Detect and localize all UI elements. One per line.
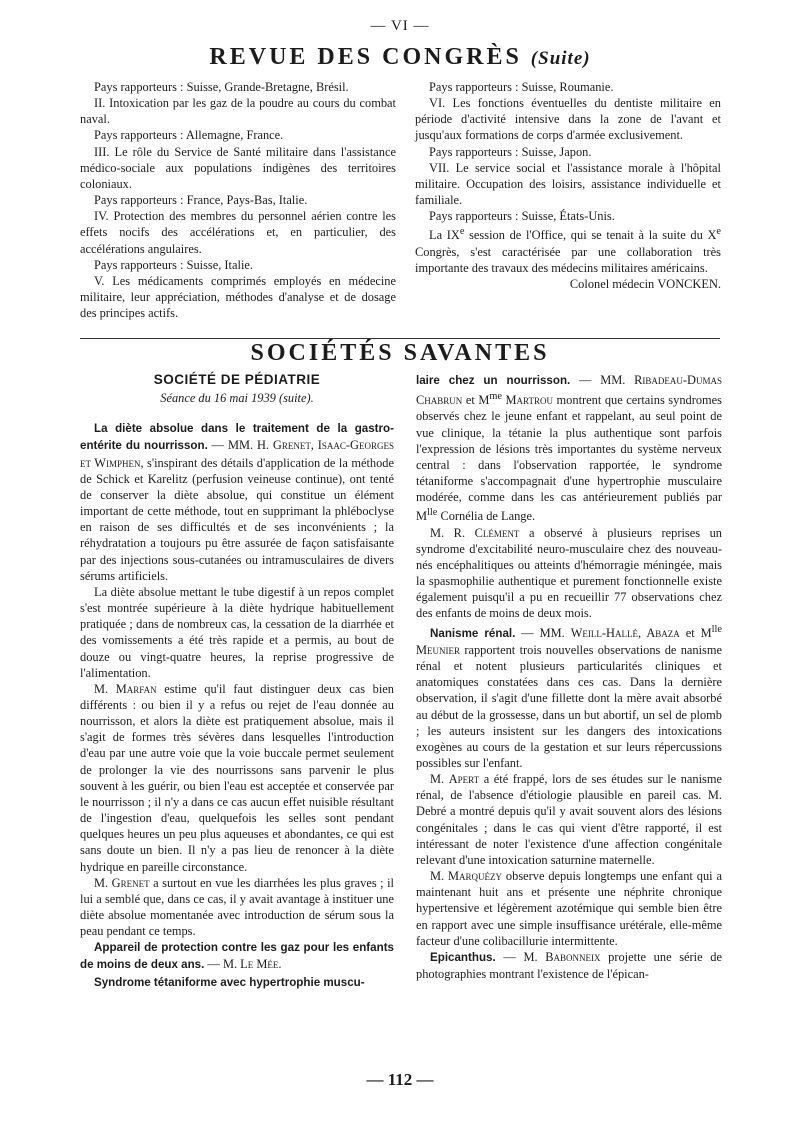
signature-name: VONCKEN. (657, 277, 721, 291)
article-heading: laire chez un nourrisson. (416, 374, 571, 387)
text-run: montrent que certains syndromes observés chez le jeune enfant et rappelant, au seul point de vue clinique, la tétanie la plus authentique sont parfois l'expression de lésions très importantes du système nerveux central : dans l'observation rapportée, le syndrome tétaniforme s'accompagnait d'une hypertrophie musculaire modérée, comme dans les cas antérieurement publiés par (416, 393, 722, 505)
congress-title-suffix: (Suite) (530, 48, 591, 69)
article-paragraph (80, 420, 394, 584)
author-names: Clément (474, 525, 520, 540)
congress-paragraph: Pays rapporteurs : Allemagne, France. (94, 128, 284, 143)
congress-section-title (0, 44, 800, 71)
article-heading-start (80, 974, 394, 991)
text-run: Cornélia de Lange. (437, 509, 536, 524)
section-divider (80, 338, 720, 339)
text-run: a été frappé, lors de ses études sur le nanisme rénal, de l'absence d'étiologie plausible en pareil cas. M. Debré a montré depuis qu'il y avait souvent alors des lésions congénitales ; dans le cas qui vient d'être rapporté, il est intéressant de noter l'existence d'une affection congénitale relevant d'une intoxication saturnine maternelle. (416, 772, 722, 867)
text-run: M. R. (430, 525, 475, 540)
article-paragraph (80, 875, 394, 940)
congress-paragraph: IV. Protection des membres du personnel aérien contre les effets nocifs des accélérations et, en particulier, des accélérations angulaires. (80, 209, 396, 256)
congress-left-column (80, 79, 396, 321)
author-names: Grenet (111, 875, 150, 890)
author-names: Le Mée (240, 957, 279, 972)
closing-text: session de l'Office, qui se tenait à la suite du X (464, 228, 717, 243)
author-names: Marfan (115, 681, 157, 696)
text-run: , s'inspirant des détails d'application de la méthode de Schick et Karelitz (perfusion veineuse continue), ont tenté de conserver la diète absolue, qui constitue un élément important de cette méthode, tout en supprimant la phléboclyse en raison de ses difficultés et de ses inconvénients ; la réhydratation a toujours pu être assurée de façon satisfaisante par des injections sous-cutanées ou intramusculaires de divers sérums artificiels. (80, 455, 394, 583)
article-heading: Appareil de protection contre les gaz pour les enfants de moins de deux ans. (80, 941, 394, 972)
session-date: Séance du 16 mai 1939 (suite). (160, 391, 314, 406)
article-paragraph (416, 771, 722, 868)
congress-paragraph: II. Intoxication par les gaz de la poudre au cours du combat naval. (80, 96, 396, 127)
author-names: Chabrun (416, 393, 463, 408)
author-names: Meunier (416, 642, 461, 657)
text-run: a surtout en vue les diarrhées les plus graves ; il lui a semblé que, dans ce cas, il y avait avantage à instituer une diète absolue momentanée avec introduction de sérum sous la peau pendant ce temps. (80, 875, 394, 939)
text-run: — M. (204, 957, 241, 972)
congress-paragraph: Pays rapporteurs : Suisse, États-Unis. (429, 209, 615, 224)
article-paragraph (416, 949, 722, 982)
congress-paragraph: III. Le rôle du Service de Santé militaire dans l'assistance médico-sociale aux populations indigènes des territoires coloniaux. (80, 144, 396, 191)
congress-paragraph: Pays rapporteurs : Suisse, Grande-Bretagne, Brésil. (94, 80, 349, 94)
superscript: lle (711, 623, 722, 635)
congress-right-column (415, 79, 721, 292)
author-names: H. Grenet, Isaac-Georges et Wimphen (80, 438, 394, 470)
article-heading: Syndrome tétaniforme avec hypertrophie muscu- (94, 975, 365, 989)
page-header-marker: — VI — (370, 18, 430, 34)
text-run: — MM. (207, 438, 257, 453)
title-abbrev: M (416, 509, 428, 524)
article-paragraph (80, 681, 394, 875)
article-paragraph: Nanisme rénal. — MM. Weill-Hallé, Abaza et $M^{lle}$ Meunier rapportent trois nouvelles observations de nanisme rénal et notent plusieurs particularités cliniques et anatomiques constatées dans ces cas. Dans la dernière observation, il s'agit d'une fillette dont la mère avait absorbé au début de la grossesse, dans un but abortif, un sel de plomb ; les auteurs insistent sur les dangers des intoxications exogènes au cours de la gestation et sur leurs répercussions possibles sur l'enfant. (416, 623, 722, 770)
congress-paragraph: Pays rapporteurs : Suisse, Japon. (429, 144, 592, 159)
page-number: — 112 — (366, 1070, 434, 1089)
text-run: projette une série de photographies montrant l'existence de l'épican- (416, 949, 722, 981)
superscript: me (489, 391, 502, 403)
congress-paragraph: VI. Les fonctions éventuelles du dentiste militaire en période d'activité intensive dans la zone de l'avant et jusqu'aux formations de corps d'armée exclusivement. (415, 96, 721, 143)
author-names: Apert (448, 772, 480, 787)
article-paragraph (416, 868, 722, 949)
article-heading: La diète absolue dans le traitement de la gastro-entérite du nourrisson. (80, 422, 394, 453)
congress-closing-paragraph (415, 224, 721, 276)
article-heading: Epicanthus. (430, 950, 496, 964)
societies-left-column (80, 372, 394, 991)
article-paragraph (80, 939, 394, 973)
text-run: M. (94, 681, 116, 696)
societies-section-title: SOCIÉTÉS SAVANTES (250, 340, 550, 366)
article-paragraph (416, 525, 722, 622)
text-run: — MM. (515, 625, 571, 640)
congress-paragraph: VII. Le service social et l'assistance morale à l'hôpital militaire. Occupation des loisirs, assistance individuelle et familiale. (415, 160, 721, 208)
superscript: e (716, 226, 721, 238)
text-run: rapportent trois nouvelles observations de nanisme rénal et notent plusieurs particularités cliniques et anatomiques constatées dans ces cas. Dans la dernière observation, il s'agit d'une fillette dont la mère avait absorbé au début de la grossesse, dans un but abortif, un sel de plomb ; les auteurs insistent sur les dangers des intoxications exogènes au cours de la gestation et sur leurs répercussions possibles sur l'enfant. (416, 642, 722, 770)
congress-paragraph: Pays rapporteurs : France, Pays-Bas, Italie. (94, 193, 308, 208)
text-run: M. (430, 869, 449, 884)
text-run: — M. (495, 949, 546, 964)
congress-paragraph: Pays rapporteurs : Suisse, Italie. (94, 257, 253, 272)
societies-right-column (416, 372, 722, 982)
title-abbrev: M (700, 625, 712, 640)
text-run: a observé à plusieurs reprises un syndrome d'excitabilité neuro-musculaire chez des nouveau-nés encéphalitiques ou atteints d'hémorragie méningée, mais la spasmophilie authentique et purement fonctionnelle existe également puisqu'il a pu en recueillir 77 observations chez des enfants de moins de deux mois. (416, 525, 722, 621)
text-run: estime qu'il faut distinguer deux cas bien différents : ou bien il y a refus ou rejet de l'eau donnée au nourrisson, et alors la diète est pratiquement absolue, mais il s'agit de formes très sévères dans lesquelles l'introduction d'eau par une autre voie que la voie buccale permet seulement de prolonger la vie des nourrissons sans parvenir le plus souvent à les guérir, ou bien l'eau est acceptée et conservée par le nourrisson ; il n'y a dans ce cas aucun effet nuisible résultant de l'ingestion d'eau, quelquefois les selles sont pendant quelques heures un peu plus aqueuses et abondantes, ce qui est sans doute un bien. Il n'y a pas lieu de renoncer à la diète hydrique en pareille circonstance. (80, 681, 394, 874)
text-run: observe depuis longtemps une enfant qui a maintenant huit ans et présente une néphrite chronique hypertensive et légèrement azotémique qui semble bien être en rapport avec une simple insuffisance urétérale, elle-même facteur d'une colibacillurie intermittente. (416, 869, 722, 948)
title-abbrev: M (478, 393, 490, 408)
text-run: M. (430, 772, 449, 787)
article-paragraph: La diète absolue mettant le tube digestif à un repos complet s'est montrée supérieure à la diète hydrique habituellement pratiquée ; dans de nombreux cas, la cessation de la diarrhée et des vomissements a été très rapide et a permis, au bout de douze ou vingt-quatre heures, la reprise progressive de l'alimentation. (80, 584, 394, 680)
congress-paragraph: Pays rapporteurs : Suisse, Roumanie. (429, 80, 614, 94)
society-name: SOCIÉTÉ DE PÉDIATRIE (153, 372, 321, 387)
superscript: lle (427, 507, 438, 519)
closing-text: Congrès, s'est caractérisée par une collaboration très importante des travaux des médecins militaires américains. (415, 244, 721, 275)
author-names: Marquézy (448, 869, 503, 884)
signature-title: Colonel médecin (569, 277, 658, 291)
text-run: M. (94, 875, 112, 890)
article-heading: Nanisme rénal. (430, 626, 516, 640)
author-names: Martrou (505, 393, 553, 408)
text-run: . (278, 957, 282, 972)
author-names: Ribadeau-Dumas (634, 373, 722, 387)
author-names: Weill-Hallé, Abaza (570, 625, 680, 640)
superscript: e (459, 226, 465, 238)
signature (415, 276, 721, 292)
congress-paragraph: V. Les médicaments comprimés employés en médecine militaire, leur appréciation, méthodes d'analyse et de dosage des principes actifs. (80, 273, 396, 321)
text-run: — MM. (570, 373, 635, 387)
author-names: Babonneix (545, 949, 601, 964)
closing-text: La IX (429, 228, 460, 243)
congress-title-text: REVUE DES CONGRÈS (209, 44, 522, 70)
article-paragraph: laire chez un nourrisson. — MM. Ribadeau-Dumas Chabrun et $M^{me}$ Martrou montrent que certains syndromes observés chez le jeune enfant et rappelant, au seul point de vue clinique, la tétanie la plus authentique sont parfois l'expression de lésions très importantes du système nerveux central : dans l'observation rapportée, le syndrome tétaniforme s'accompagnait d'une hypertrophie musculaire modérée, comme dans les cas antérieurement publiés par $M^{lle}$ Cornélia de Lange. (416, 373, 722, 524)
